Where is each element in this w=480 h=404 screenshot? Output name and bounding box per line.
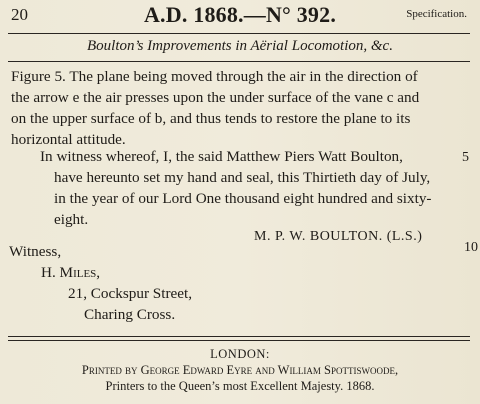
paragraph-line: the arrow e the air presses upon the under surface of the vane c and xyxy=(11,89,420,106)
specification-label: Specification. xyxy=(406,8,467,20)
page-number: 20 xyxy=(11,5,28,24)
margin-line-number-10: 10 xyxy=(464,240,478,255)
witness-address-line-1: 21, Cockspur Street, xyxy=(68,285,193,302)
paragraph-line: eight. xyxy=(54,211,89,228)
patent-title: A.D. 1868.—N° 392. xyxy=(143,2,337,27)
paragraph-line: on the upper surface of b, and thus tends to restore the plane to its xyxy=(11,110,411,127)
header-rule xyxy=(8,33,470,34)
signature-line: M. P. W. BOULTON. (L.S.) xyxy=(254,229,423,244)
imprint-city: LONDON: xyxy=(210,347,270,361)
imprint-printers: Printed by George Edward Eyre and William Spottiswoode, xyxy=(81,363,399,377)
paragraph-witness-whereof xyxy=(40,146,458,230)
running-subtitle: Boulton’s Improvements in Aërial Locomotion, &c. xyxy=(87,38,393,54)
paragraph-line: have hereunto set my hand and seal, this Thirtieth day of July, xyxy=(54,169,431,186)
paragraph-line: Figure 5. The plane being moved through the air in the direction of xyxy=(11,68,418,85)
paragraph-line: In witness whereof, I, the said Matthew Piers Watt Boulton, xyxy=(40,148,403,165)
imprint-majesty: Printers to the Queen’s most Excellent Majesty. 1868. xyxy=(105,379,375,393)
paragraph-line: in the year of our Lord One thousand eight hundred and sixty- xyxy=(54,190,432,207)
footer-rule-thin xyxy=(8,340,470,341)
witness-label: Witness, xyxy=(9,243,62,260)
subtitle-rule xyxy=(8,61,470,62)
paragraph-figure-5 xyxy=(11,66,459,150)
witness-name: H. Miles, xyxy=(41,264,101,281)
page-header xyxy=(0,2,480,26)
witness-address-line-2: Charing Cross. xyxy=(84,306,176,323)
margin-line-number-5: 5 xyxy=(462,150,469,165)
paragraph-line: horizontal attitude. xyxy=(11,131,126,148)
footer-rule-thick xyxy=(8,336,470,337)
